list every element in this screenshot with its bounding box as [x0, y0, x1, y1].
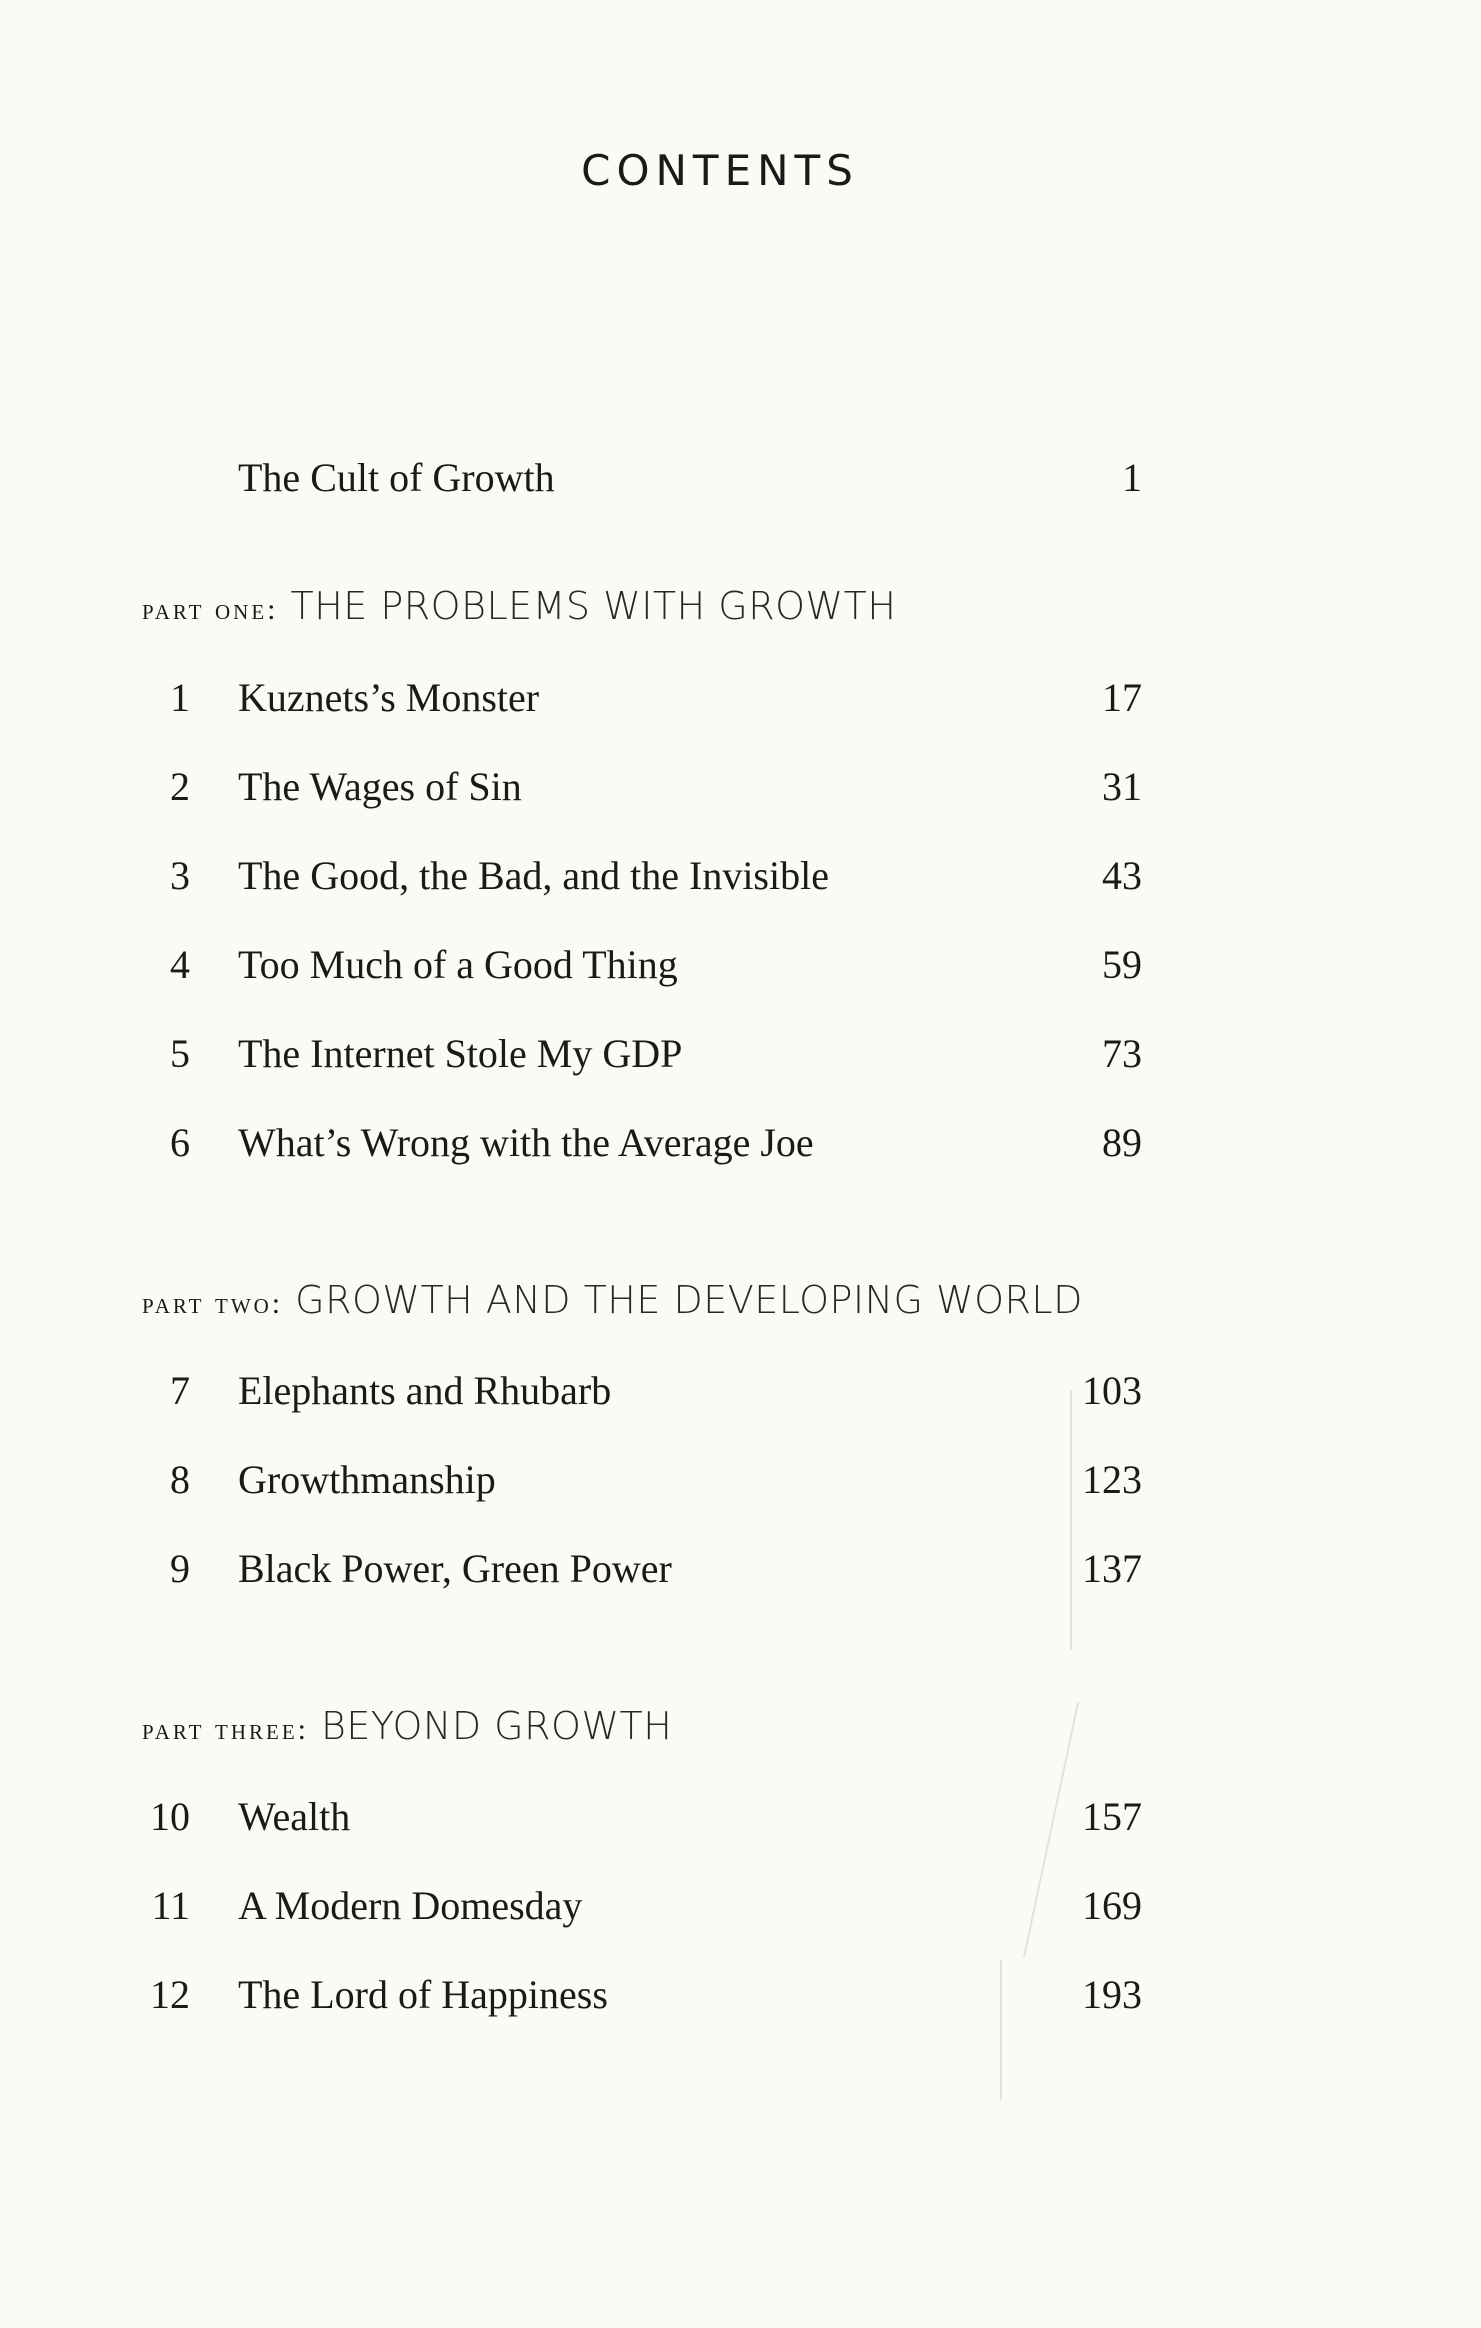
chapter-number: 5 — [170, 1031, 190, 1076]
toc-entry[interactable] — [0, 668, 1481, 728]
chapter-title: A Modern Domesday — [238, 1883, 583, 1928]
toc-entry[interactable] — [0, 1450, 1481, 1510]
chapter-page: 193 — [1082, 1972, 1142, 2017]
chapter-number: 4 — [170, 942, 190, 987]
page-title: CONTENTS — [581, 146, 859, 195]
chapter-number: 3 — [170, 853, 190, 898]
toc-entry[interactable] — [0, 1787, 1481, 1847]
chapter-page: 89 — [1102, 1120, 1142, 1165]
scan-crease — [1070, 1390, 1072, 1650]
entry-title: The Cult of Growth — [238, 455, 555, 500]
chapter-number: 6 — [170, 1120, 190, 1165]
chapter-page: 157 — [1082, 1794, 1142, 1839]
toc-entry[interactable] — [0, 935, 1481, 995]
toc-entry[interactable] — [0, 1876, 1481, 1936]
chapter-title: What’s Wrong with the Average Joe — [238, 1120, 814, 1165]
entry-page: 1 — [1122, 455, 1142, 500]
part-label: part two: — [142, 1287, 284, 1320]
chapter-number: 9 — [170, 1546, 190, 1591]
toc-entry[interactable] — [0, 1361, 1481, 1421]
chapter-title: Black Power, Green Power — [238, 1546, 672, 1591]
chapter-number: 11 — [151, 1883, 190, 1928]
toc-entry-intro[interactable] — [0, 448, 1481, 508]
part-heading — [142, 1270, 1083, 1330]
chapter-number: 1 — [170, 675, 190, 720]
chapter-page: 103 — [1082, 1368, 1142, 1413]
chapter-title: Growthmanship — [238, 1457, 496, 1502]
chapter-title: The Lord of Happiness — [238, 1972, 608, 2017]
toc-entry[interactable] — [0, 846, 1481, 906]
chapter-title: The Good, the Bad, and the Invisible — [238, 853, 829, 898]
chapter-title: Elephants and Rhubarb — [238, 1368, 612, 1413]
chapter-number: 2 — [170, 764, 190, 809]
chapter-page: 169 — [1082, 1883, 1142, 1928]
chapter-title: The Wages of Sin — [238, 764, 522, 809]
part-title: GROWTH AND THE DEVELOPING WORLD — [295, 1278, 1083, 1322]
chapter-number: 8 — [170, 1457, 190, 1502]
chapter-page: 43 — [1102, 853, 1142, 898]
chapter-title: The Internet Stole My GDP — [238, 1031, 683, 1076]
toc-entry[interactable] — [0, 1539, 1481, 1599]
chapter-number: 10 — [150, 1794, 190, 1839]
chapter-title: Too Much of a Good Thing — [238, 942, 678, 987]
toc-entry[interactable] — [0, 1965, 1481, 2025]
chapter-page: 17 — [1102, 675, 1142, 720]
part-label: part three: — [142, 1713, 309, 1746]
part-label: part one: — [142, 593, 279, 626]
part-heading — [142, 1696, 672, 1756]
chapter-page: 73 — [1102, 1031, 1142, 1076]
chapter-number: 7 — [170, 1368, 190, 1413]
chapter-page: 59 — [1102, 942, 1142, 987]
part-heading — [142, 576, 896, 636]
part-title: THE PROBLEMS WITH GROWTH — [290, 584, 897, 628]
chapter-page: 137 — [1082, 1546, 1142, 1591]
chapter-page: 31 — [1102, 764, 1142, 809]
chapter-title: Kuznets’s Monster — [238, 675, 540, 720]
part-title: BEYOND GROWTH — [320, 1704, 673, 1748]
chapter-number: 12 — [150, 1972, 190, 2017]
toc-entry[interactable] — [0, 1024, 1481, 1084]
toc-entry[interactable] — [0, 757, 1481, 817]
chapter-title: Wealth — [238, 1794, 351, 1839]
chapter-page: 123 — [1082, 1457, 1142, 1502]
toc-entry[interactable] — [0, 1113, 1481, 1173]
